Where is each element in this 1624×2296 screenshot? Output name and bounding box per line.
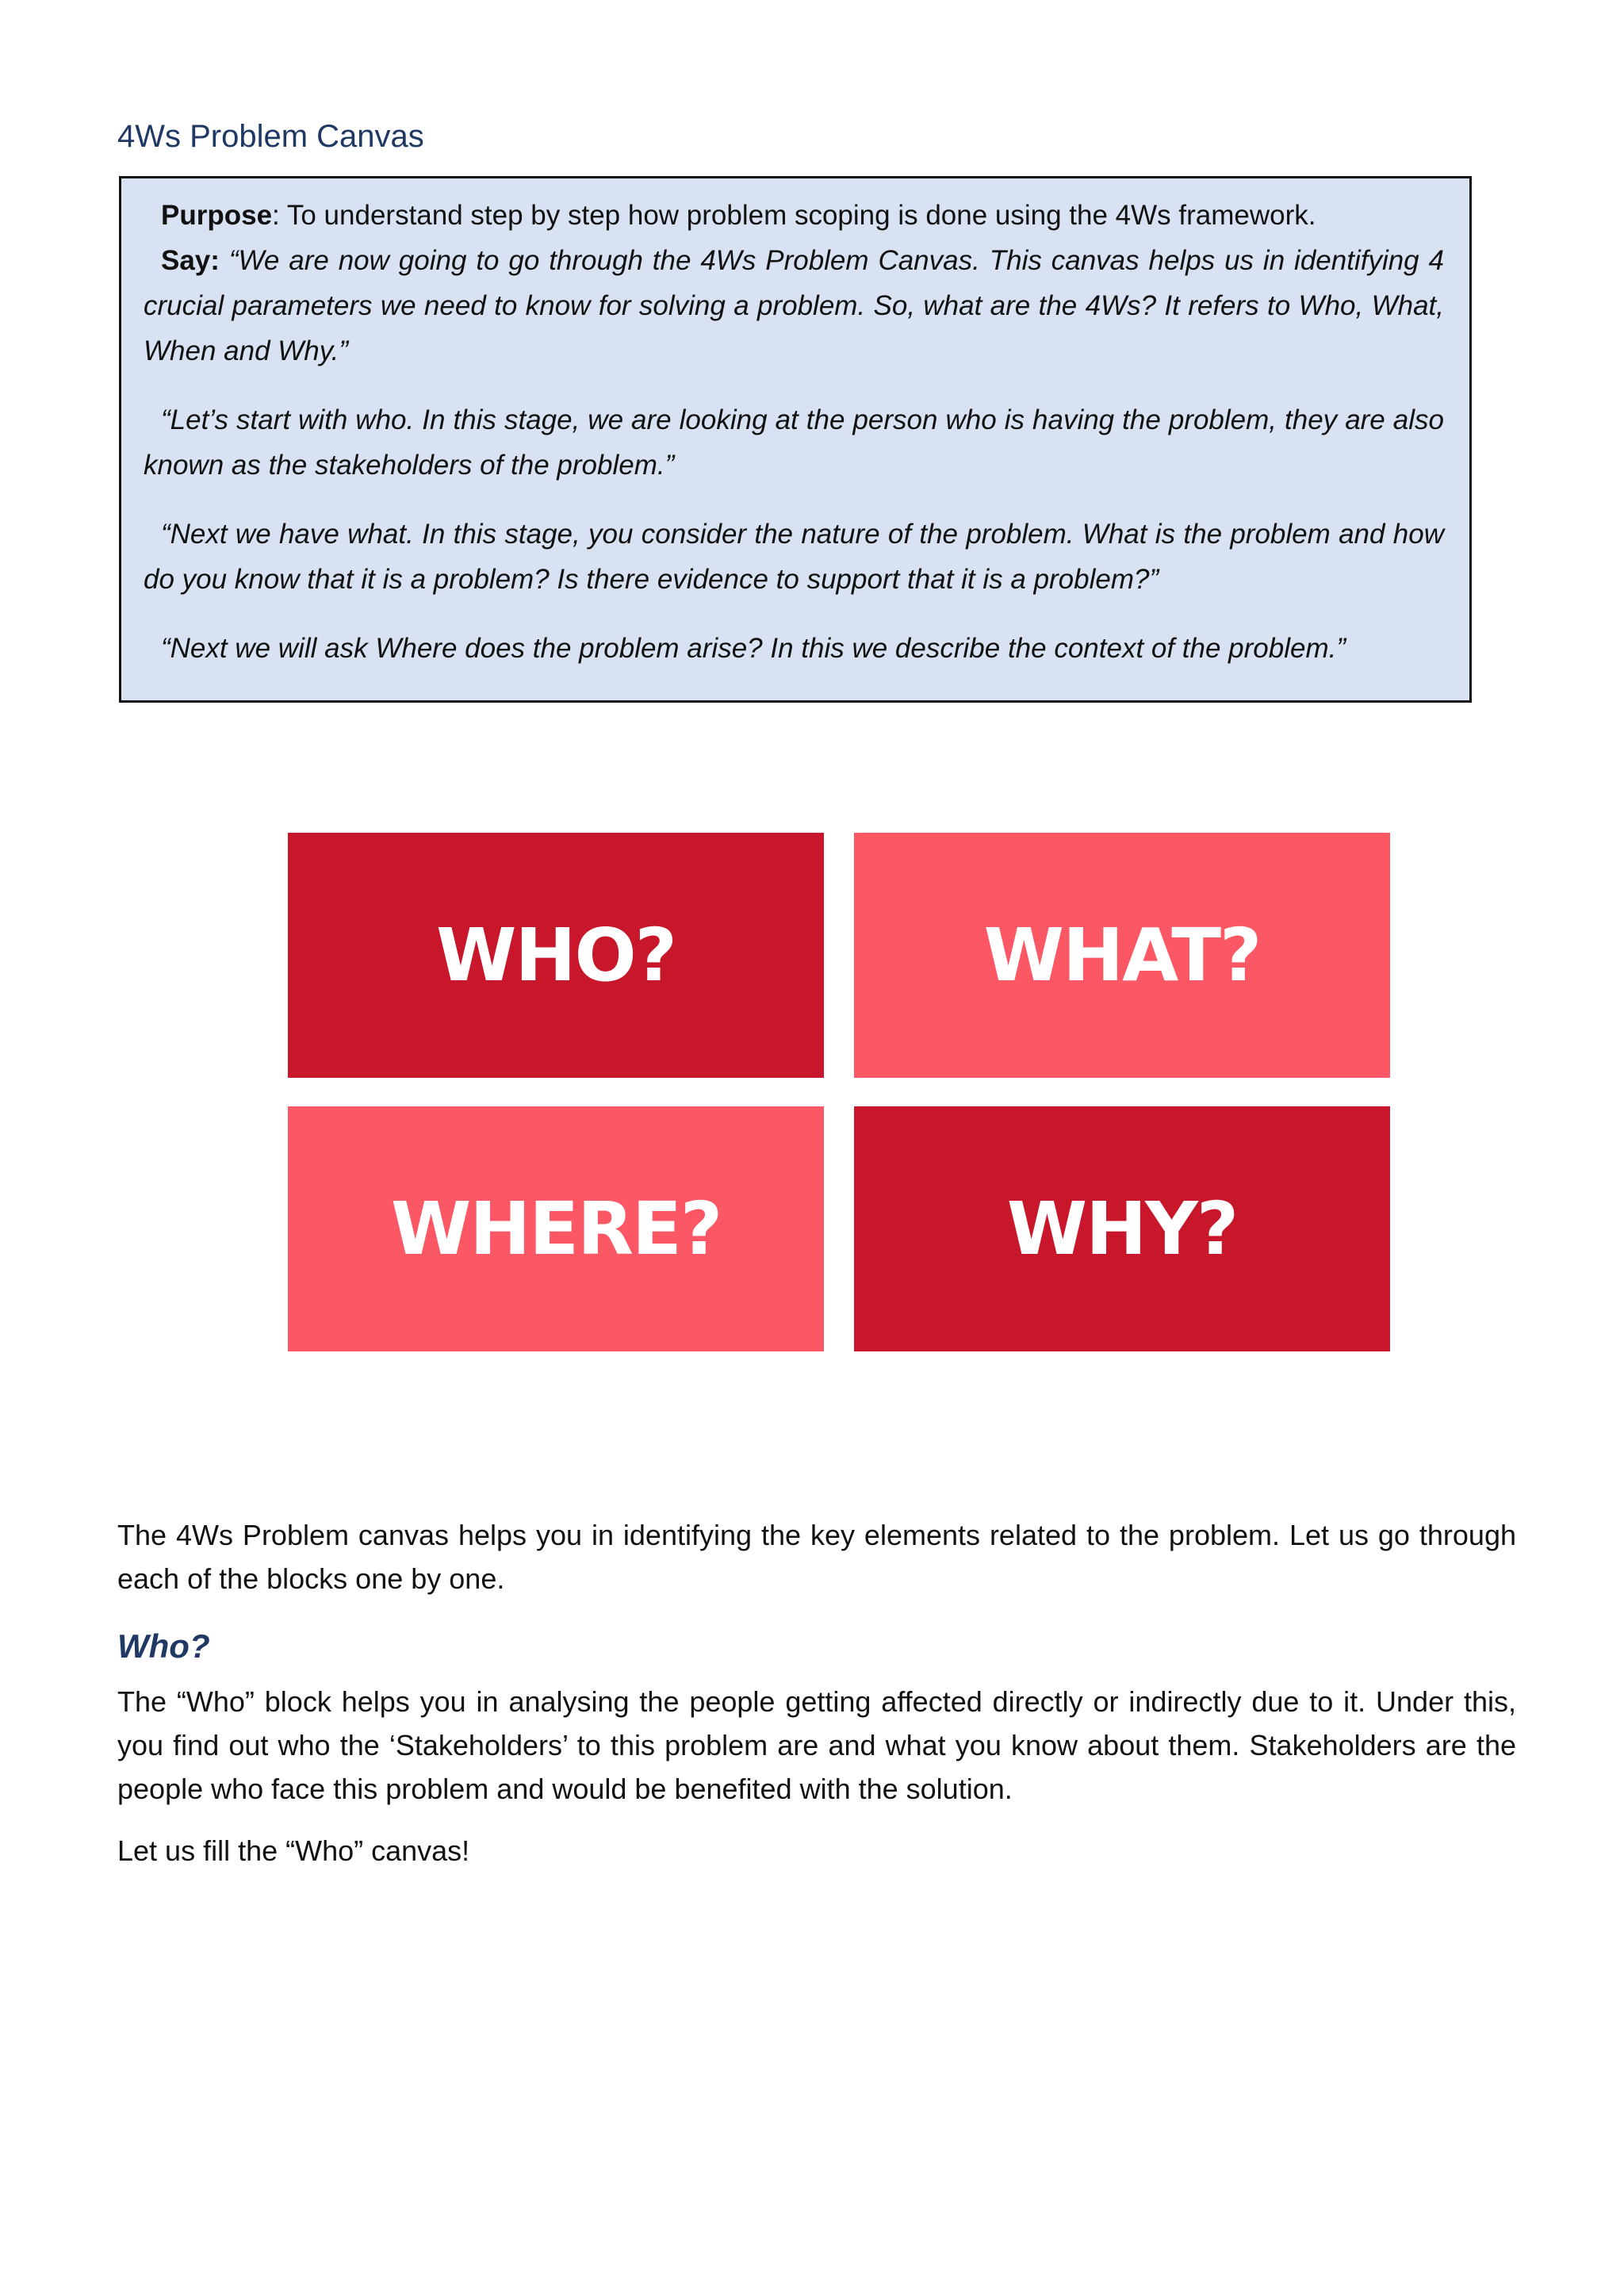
purpose-label: Purpose (161, 200, 273, 231)
what-tile: WHAT? (854, 833, 1390, 1078)
facilitator-callout-box (119, 176, 1472, 703)
who-description-paragraph: The “Who” block helps you in analysing the people getting affected directly or indirectly due to it. Under this, you find out who the ‘Stakeholders’ to this problem are and what you know about them. Stakeholders are the people who face this problem and would be benefited with the solution. (117, 1685, 1516, 1805)
intro-paragraph: The 4Ws Problem canvas helps you in identifying the key elements related to the problem. Let us go through each of the blocks one by one. (117, 1519, 1516, 1595)
where-tile: WHERE? (288, 1106, 824, 1351)
purpose-text: : To understand step by step how problem scoping is done using the 4Ws framework. (272, 200, 1316, 231)
why-tile: WHY? (854, 1106, 1390, 1351)
purpose-paragraph (144, 193, 1444, 238)
say-text: “We are now going to go through the 4Ws Problem Canvas. This canvas helps us in identifying 4 crucial parameters we need to know for solving a problem. So, what are the 4Ws? It refers to Who, What, When and Why.” (144, 245, 1444, 366)
who-stage-paragraph: “Let’s start with who. In this stage, we are looking at the person who is having the problem, they are also known as the stakeholders of the problem.” (144, 404, 1444, 481)
who-tile: WHO? (288, 833, 824, 1078)
where-stage-paragraph: “Next we will ask Where does the problem arise? In this we describe the context of the problem.” (161, 633, 1346, 664)
say-paragraph (144, 238, 1444, 374)
what-stage-paragraph: “Next we have what. In this stage, you consider the nature of the problem. What is the problem and how do you know that it is a problem? Is there evidence to support that it is a problem?” (144, 519, 1444, 595)
four-ws-canvas-graphic (288, 833, 1390, 1353)
say-label: Say: (161, 245, 220, 276)
who-section-heading: Who? (117, 1627, 210, 1665)
page-title: 4Ws Problem Canvas (117, 119, 424, 154)
fill-who-canvas-paragraph: Let us fill the “Who” canvas! (117, 1834, 470, 1867)
